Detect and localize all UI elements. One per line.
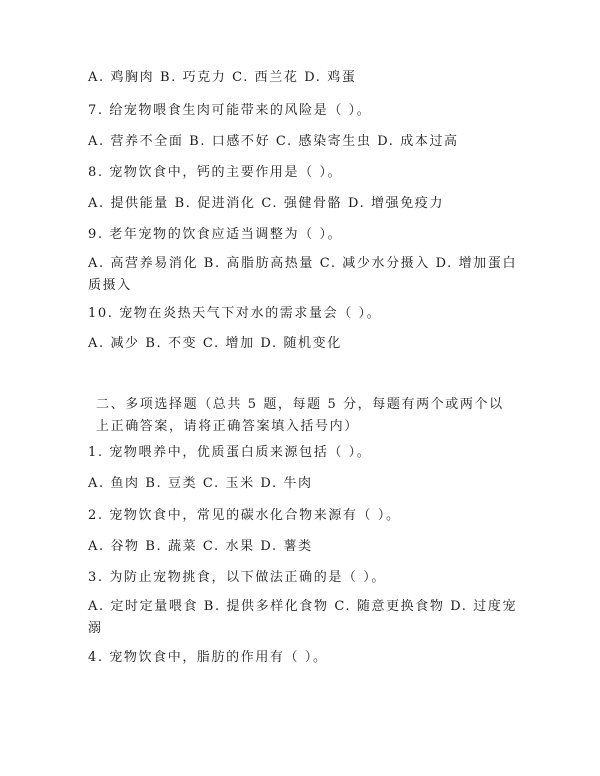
q10-options: A. 减少 B. 不变 C. 增加 D. 随机变化 [88,336,342,351]
mq2-options: A. 谷物 B. 蔬菜 C. 水果 D. 薯类 [88,539,313,554]
mq3-options: A. 定时定量喂食 B. 提供多样化食物 C. 随意更换食物 D. 过度宠溺 [88,599,518,636]
mq1-options: A. 鱼肉 B. 豆类 C. 玉米 D. 牛肉 [88,476,313,491]
q8-question: 8. 宠物饮食中，钙的主要作用是（ ）。 [88,165,343,180]
mq1-question: 1. 宠物喂养中，优质蛋白质来源包括（ ）。 [88,445,372,460]
section-heading-multiple-choice: 二、多项选择题（总共 5 题，每题 5 分，每题有两个或两个以上正确答案，请将正确答案填入括号内） [96,397,504,434]
q10-question: 10. 宠物在炎热天气下对水的需求量会（ ）。 [88,306,382,321]
q6-options: A. 鸡胸肉 B. 巧克力 C. 西兰花 D. 鸡蛋 [88,70,357,85]
q7-question: 7. 给宠物喂食生肉可能带来的风险是（ ）。 [88,103,372,118]
q9-options: A. 高营养易消化 B. 高脂肪高热量 C. 减少水分摄入 D. 增加蛋白质摄入 [88,256,518,293]
mq3-question: 3. 为防止宠物挑食，以下做法正确的是（ ）。 [88,570,386,585]
q7-options: A. 营养不全面 B. 口感不好 C. 感染寄生虫 D. 成本过高 [88,134,459,149]
q9-question: 9. 老年宠物的饮食应适当调整为（ ）。 [88,227,343,242]
mq2-question: 2. 宠物饮食中，常见的碳水化合物来源有（ ）。 [88,508,401,523]
mq4-question: 4. 宠物饮食中，脂肪的作用有（ ）。 [88,650,328,665]
q8-options: A. 提供能量 B. 促进消化 C. 强健骨骼 D. 增强免疫力 [88,196,445,211]
